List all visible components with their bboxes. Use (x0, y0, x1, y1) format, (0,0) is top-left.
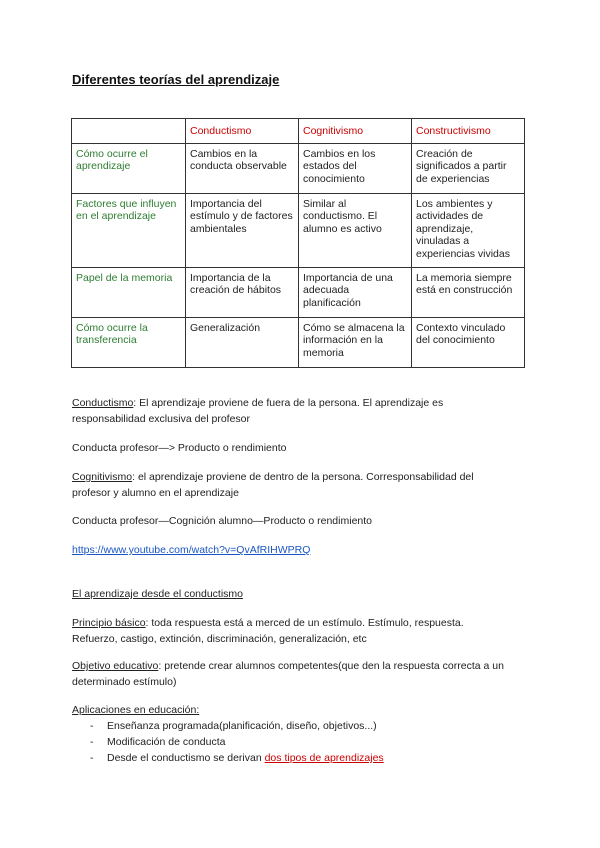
cognitivismo-term: Cognitivismo (72, 471, 133, 483)
table-row (72, 193, 525, 267)
table-cell: Contexto vinculado del conocimiento (412, 317, 525, 367)
table-header-row (72, 119, 525, 144)
row-label: Cómo ocurre la transferencia (72, 317, 186, 367)
table-cell: Los ambientes y actividades de aprendizaje, vinuladas a experiencias vividas (412, 193, 525, 267)
theories-comparison-table (71, 118, 525, 368)
youtube-link-line (72, 542, 512, 558)
list-item: - Enseñanza programada(planificación, diseño, objetivos...) (90, 720, 377, 732)
section-title: El aprendizaje desde el conductismo (72, 588, 244, 600)
conducta-profesor-line-1: Conducta profesor—> Producto o rendimiento (72, 442, 287, 454)
header-cognitivismo: Cognitivismo (299, 119, 412, 144)
table-cell: Generalización (186, 317, 299, 367)
table-cell: Similar al conductismo. El alumno es activo (299, 193, 412, 267)
table-cell: Cambios en los estados del conocimiento (299, 143, 412, 193)
principio-term: Principio básico (72, 617, 146, 629)
table-cell: Importancia de una adecuada planificación (299, 267, 412, 317)
table-row (72, 143, 525, 193)
table-cell: Cómo se almacena la información en la memoria (299, 317, 412, 367)
table-row (72, 317, 525, 367)
table-corner-cell (72, 119, 186, 144)
row-label: Factores que influyen en el aprendizaje (72, 193, 186, 267)
table-cell: Creación de significados a partir de experiencias (412, 143, 525, 193)
conductismo-text: : El aprendizaje proviene de fuera de la persona. El aprendizaje es responsabilidad exclusiva del profesor (72, 397, 444, 425)
cognitivismo-text: : el aprendizaje proviene de dentro de la persona. Corresponsabilidad del profesor y alumno en el aprendizaje (72, 471, 474, 499)
conducta-profesor-line-2: Conducta profesor—Cognición alumno—Producto o rendimiento (72, 515, 372, 527)
list-item: - Desde el conductismo se derivan dos tipos de aprendizajes (90, 752, 384, 764)
conductismo-term: Conductismo (72, 397, 134, 409)
aplicaciones-heading: Aplicaciones en educación: (72, 704, 200, 716)
table-cell: Importancia del estímulo y de factores ambientales (186, 193, 299, 267)
aplicaciones-section (72, 702, 512, 766)
header-constructivismo: Constructivismo (412, 119, 525, 144)
bullet-dash: - (90, 752, 94, 764)
principio-text: : toda respuesta está a merced de un estímulo. Estímulo, respuesta. Refuerzo, castigo, extinción, discriminación, generalización, etc (72, 617, 464, 645)
table-cell: La memoria siempre está en construcción (412, 267, 525, 317)
header-conductismo: Conductismo (186, 119, 299, 144)
list-item: - Modificación de conducta (90, 736, 226, 748)
row-label: Cómo ocurre el aprendizaje (72, 143, 186, 193)
principio-paragraph (72, 615, 512, 647)
bullet-dash: - (90, 736, 94, 748)
row-label: Papel de la memoria (72, 267, 186, 317)
cognitivismo-paragraph (72, 469, 512, 501)
objetivo-term: Objetivo educativo (72, 660, 159, 672)
aplicaciones-list (72, 718, 512, 766)
objetivo-paragraph (72, 658, 512, 690)
table-cell: Importancia de la creación de hábitos (186, 267, 299, 317)
conductismo-paragraph (72, 395, 512, 427)
bullet-dash: - (90, 720, 94, 732)
dos-tipos-link[interactable]: dos tipos de aprendizajes (264, 752, 384, 764)
youtube-link[interactable]: https://www.youtube.com/watch?v=QvAfRIHWPRQ (72, 544, 311, 556)
objetivo-text: : pretende crear alumnos competentes(que den la respuesta correcta a un determinado estímulo) (72, 660, 504, 688)
table-row (72, 267, 525, 317)
table-cell: Cambios en la conducta observable (186, 143, 299, 193)
document-title: Diferentes teorías del aprendizaje (72, 72, 280, 87)
